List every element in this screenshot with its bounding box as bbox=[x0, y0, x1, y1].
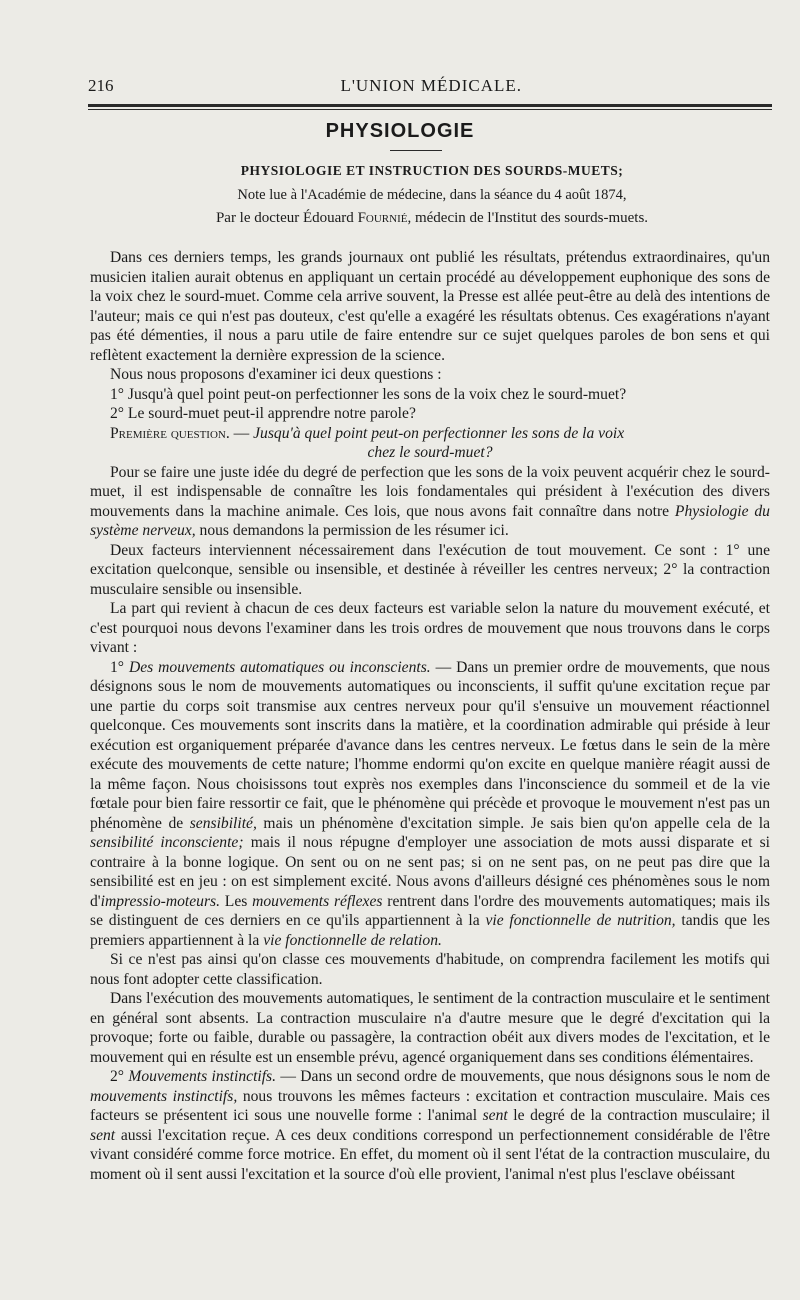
question-text-1: Jusqu'à quel point peut-on perfectionner les sons de la voix bbox=[253, 424, 625, 442]
p6-text-b: mais un phénomène d'excitation simple. Je sais bien qu'on appelle cela de la bbox=[256, 814, 770, 832]
p6-term-4: mouvements réflexes bbox=[252, 892, 383, 910]
p6-term-1: sensibilité, bbox=[189, 814, 257, 832]
p6-text-d: Les bbox=[220, 892, 253, 910]
question-1: 1° Jusqu'à quel point peut-on perfectionner les sons de la voix chez le sourd-muet? bbox=[110, 385, 627, 403]
p9-number: 2° bbox=[110, 1068, 129, 1085]
article-author bbox=[92, 210, 772, 227]
author-name: Fournié bbox=[357, 210, 408, 226]
page-number: 216 bbox=[88, 76, 114, 95]
question-label: Première question. bbox=[110, 424, 230, 442]
p6-number: 1° bbox=[110, 658, 129, 676]
p6-term-2: sensibilité inconsciente; bbox=[90, 834, 244, 851]
p9-text-b: nous trouvons les mêmes facteurs : excitation et contraction musculaire. Mais ces facteurs se présentent ici sous une nouvelle forme : l'animal bbox=[90, 1087, 770, 1124]
p6-heading: Des mouvements automatiques ou inconscients. bbox=[128, 658, 431, 676]
p6-term-6: vie fonctionnelle de relation. bbox=[263, 931, 442, 949]
p6-term-3: impressio-moteurs. bbox=[100, 892, 221, 910]
p9-term-2: sent bbox=[482, 1107, 508, 1124]
paragraph-1: Dans ces derniers temps, les grands journaux ont publié les résultats, prétendus extraordinaires, qu'un musicien italien aurait obtenus en appliquant un certain procédé au développement euphonique des sons de la voix chez le sourd-muet. Comme cela arrive souvent, la Presse est allée peut-être au delà des intentions de l'auteur; mais ce qui n'est pas douteux, c'est qu'elle a exagéré les résultats obtenus. Ces exagérations n'ayant pas été démenties, il nous a paru utile de faire entendre sur ce sujet quelques paroles de bon sens et qui reflètent exactement la dernière expression de la science. bbox=[90, 249, 770, 364]
p6-term-5: vie fonctionnelle de nutrition, bbox=[485, 912, 676, 929]
p9-text-c: le degré de la contraction musculaire; il bbox=[507, 1107, 770, 1124]
paragraph-3 bbox=[90, 463, 770, 541]
section-divider bbox=[390, 150, 442, 151]
p6-text-c: mais il nous répugne d'employer une association de mots aussi disparate et si contraire à la bonne logique. On sent ou on ne sent pas; si on ne sent pas, on ne peut pas dire que la sensibilité est en jeu : on est simplement excité. Nous avons d'ailleurs désigné ces phénomènes sous le nom d' bbox=[90, 834, 771, 910]
p9-text-a: — Dans un second ordre de mouvements, que nous désignons sous le nom de bbox=[276, 1068, 770, 1085]
paragraph-6 bbox=[90, 658, 770, 951]
article-subtitle: PHYSIOLOGIE ET INSTRUCTION DES SOURDS-MUETS; bbox=[240, 163, 624, 178]
section-title: PHYSIOLOGIE bbox=[325, 120, 475, 142]
author-prefix: Par le docteur Édouard bbox=[215, 210, 358, 226]
first-question-heading bbox=[90, 424, 770, 463]
header-rule-thin bbox=[88, 109, 772, 110]
p9-heading: Mouvements instinctifs. bbox=[128, 1068, 277, 1085]
p3-text-b: nous demandons la permission de les résumer ici. bbox=[195, 522, 509, 539]
question-dash: — bbox=[229, 424, 254, 442]
p9-term-3: sent bbox=[90, 1126, 116, 1144]
paragraph-7: Si ce n'est pas ainsi qu'on classe ces mouvements d'habitude, on comprendra facilement les motifs qui nous font adopter cette classification. bbox=[90, 951, 770, 988]
header-rule-thick bbox=[88, 104, 772, 107]
p3-text-a: Pour se faire une juste idée du degré de perfection que les sons de la voix peuvent acquérir chez le sourd-muet, il est indispensable de connaître les lois fondamentales qui président à l'exécution des divers mouvements dans la machine animale. Ces lois, que nous avons fait connaître dans notre bbox=[90, 463, 770, 520]
article-note: Note lue à l'Académie de médecine, dans la séance du 4 août 1874, bbox=[237, 187, 627, 203]
p9-term-1: mouvements instinctifs, bbox=[90, 1087, 238, 1105]
p6-text-e: rentrent dans l'ordre des mouvements automatiques; mais ils se distinguent de ces derniers en ce qu'ils appartiennent à la bbox=[90, 892, 770, 929]
p9-text-d: aussi l'excitation reçue. A ces deux conditions correspond un perfectionnement considérable de l'être vivant considéré comme force motrice. En effet, du moment où il sent l'état de la contraction musculaire, du moment où il sent aussi l'excitation et la source d'où elle provient, l'animal n'est plus l'esclave obéissant bbox=[90, 1126, 770, 1183]
paragraph-8: Dans l'exécution des mouvements automatiques, le sentiment de la contraction musculaire et le sentiment en général sont absents. La contraction musculaire n'a d'autre mesure que le degré d'excitation qui la provoque; forte ou faible, durable ou passagère, la contraction obéit aux divers modes de l'excitation, et le mouvement qui en résulte est un ensemble prévu, agencé organiquement dans ses conditions élémentaires. bbox=[90, 990, 770, 1066]
paragraph-9 bbox=[90, 1067, 770, 1184]
question-2: 2° Le sourd-muet peut-il apprendre notre parole? bbox=[110, 405, 416, 422]
paragraph-4: Deux facteurs interviennent nécessairement dans l'exécution de tout mouvement. Ce sont : 1° une excitation quelconque, sensible ou insensible, et destinée à réveiller les centres nerveux; 2° la contraction musculaire sensible ou insensible. bbox=[90, 541, 770, 598]
running-header bbox=[88, 76, 772, 102]
question-text-2: chez le sourd-muet? bbox=[367, 444, 493, 461]
paragraph-2: Nous nous proposons d'examiner ici deux questions : bbox=[110, 366, 442, 383]
p6-text-f: tandis que les premiers appartiennent à la bbox=[90, 912, 771, 949]
author-suffix: , médecin de l'Institut des sourds-muets. bbox=[407, 210, 649, 226]
p6-text-a: — Dans un premier ordre de mouvements, que nous désignons sous le nom de mouvements automatiques ou inconscients, il suffit qu'une excitation reçue par une partie du corps soit transmise aux centres nerveux pour qu'il s'ensuive un mouvement réactionnel quelconque. Ces mouvements sont inscrits dans la matière, et la coordination admirable qui préside à leur exécution est organiquement préparée d'avance dans les centres nerveux. Le fœtus dans le sein de la mère exécute des mouvements de cette nature; l'homme endormi qu'on excite en quelque manière réagit aussi de la même façon. Nous choisissons tout exprès nos exemples dans l'inconscience du sommeil et de la vie fœtale pour bien faire ressortir ce fait, que le phénomène qui précède et provoque le mouvement n'est pas un phénomène de bbox=[90, 658, 771, 832]
journal-title: L'UNION MÉDICALE. bbox=[340, 76, 522, 95]
p3-book-title: Physiologie du système nerveux, bbox=[90, 502, 770, 539]
paragraph-5: La part qui revient à chacun de ces deux facteurs est variable selon la nature du mouvement exécuté, et c'est pourquoi nous devons l'examiner dans les trois ordres de mouvement que nous trouvons dans le corps vivant : bbox=[90, 600, 770, 656]
article-body bbox=[90, 248, 770, 1184]
